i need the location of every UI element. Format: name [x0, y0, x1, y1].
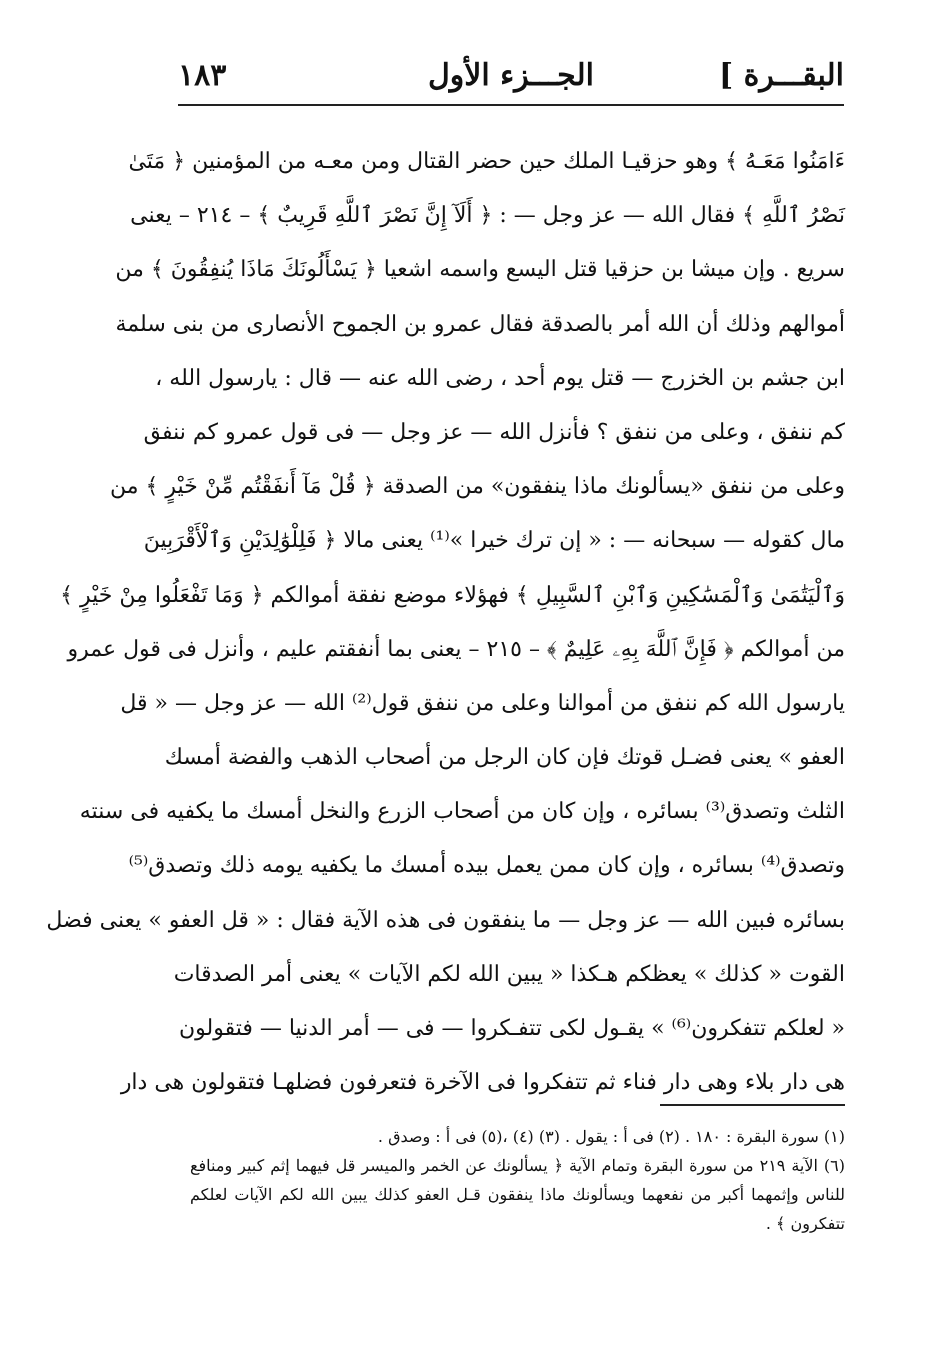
text-line: بسائره فبين الله — عز وجل — ما ينفقون فى هذه الآية فقال : « قل العفو » يعنى فضل [46, 907, 845, 933]
text-line: وتصدق⁽⁴⁾ بسائره ، وإن كان ممن يعمل بيده أمسك ما يكفيه يومه ذلك وتصدق⁽⁵⁾ [128, 853, 845, 879]
text-line: كم ننفق ، وعلى من ننفق ؟ فأنزل الله — عز وجل — فى قول عمرو كم ننفق [143, 419, 845, 445]
text-line: ابن جشم بن الخزرج — قتل يوم أحد ، رضى الله عنه — قال : يارسول الله ، [155, 365, 845, 391]
footnote-separator [660, 1104, 845, 1106]
footnote-line: (١) سورة البقرة : ١٨٠ . (٢) فى أ : يقول . (٣) (٤) ،(٥) فى أ : وصدق . [377, 1127, 845, 1146]
text-line: « لعلكم تتفكرون⁽⁶⁾ » يقـول لكى تتفـكروا — فى — أمر الدنيا — فتقولون [178, 1016, 845, 1041]
page-number: ١٨٣ [178, 58, 227, 93]
text-line: الثلث وتصدق⁽³⁾ بسائره ، وإن كان من أصحاب الزرع والنخل أمسك ما يكفيه فى سنته [79, 799, 845, 825]
main-text [46, 135, 845, 1110]
page-header [178, 52, 844, 100]
footnotes [190, 1122, 845, 1238]
footnote-line: للناس وإثمهما أكبر من نفعهما ويسألونك ماذا ينفقون قـل العفو كذلك يبين الله لكم الآيات لعلكم [190, 1185, 845, 1204]
text-line: يارسول الله كم ننفق من أموالنا وعلى من ننفق قول⁽²⁾ الله — عز وجل — « قل [120, 690, 845, 716]
text-line: القوت « كذلك » يعظكم هـكذا « يبين الله لكم الآيات » يعنى أمر الصدقات [173, 961, 845, 987]
text-line: من أموالكم ﴿ فَإِنَّ ٱللَّهَ بِهِۦ عَلِيمٌ ﴾ – ٢١٥ – يعنى بما أنفقتم عليم ، وأنزل فى قول عمرو [67, 636, 845, 662]
text-line: العفو » يعنى فضـل قوتك فإن كان الرجل من أصحاب الذهب والفضة أمسك [164, 745, 845, 771]
text-line: أموالهم وذلك أن الله أمر بالصدقة فقال عمرو بن الجموح الأنصارى من بنى سلمة [115, 311, 845, 337]
text-line: سريع . وإن ميشا بن حزقيا قتل اليسع واسمه اشعيا ﴿ يَسْأَلُونَكَ مَاذَا يُنفِقُونَ ﴾ من [115, 257, 845, 283]
text-line: ءَامَنُوا مَعَـهُ ﴾ وهو حزقيـا الملك حين حضر القتال ومن معـه من المؤمنين ﴿ مَتَىٰ [128, 149, 845, 174]
running-head-surah: البقـــرة ] [719, 58, 844, 93]
text-line: مال كقوله — سبحانه — : « إن ترك خيرا »⁽¹⁾ يعنى مالا ﴿ فَلِلْوَٰلِدَيْنِ وَٱلْأَقْرَبِينَ [143, 528, 845, 554]
running-head-juz: الجـــزء الأول [427, 58, 595, 93]
footnote-line: (٦) الآية ٢١٩ من سورة البقرة وتمام الآية ﴿ يسألونك عن الخمر والميسر قل فيهما إثم كبير ومنافع [190, 1156, 846, 1175]
footnote-line: تتفكرون ﴾ . [765, 1214, 845, 1233]
text-line: هى دار بلاء وهى دار فناء ثم تتفكروا فى الآخرة فتعرفون فضلهـا فتقولون هى دار [120, 1070, 845, 1096]
header-rule [178, 104, 844, 106]
text-line: نَصْرُ ٱللَّهِ ﴾ فقال الله — عز وجل — : ﴿ أَلَآ إِنَّ نَصْرَ ٱللَّهِ قَرِيبٌ ﴾ – ٢١٤ – يعنى [130, 203, 845, 229]
text-line: وعلى من ننفق «يسألونك ماذا ينفقون» من الصدقة ﴿ قُلْ مَآ أَنفَقْتُم مِّنْ خَيْرٍ ﴾ من [109, 474, 845, 500]
text-line: وَٱلْيَتَٰمَىٰ وَٱلْمَسَٰكِينِ وَٱبْنِ ٱلسَّبِيلِ ﴾ فهؤلاء موضع نفقة أموالكم ﴿ وَمَا تَفْعَلُوا مِنْ خَيْرٍ ﴾ [60, 582, 845, 608]
